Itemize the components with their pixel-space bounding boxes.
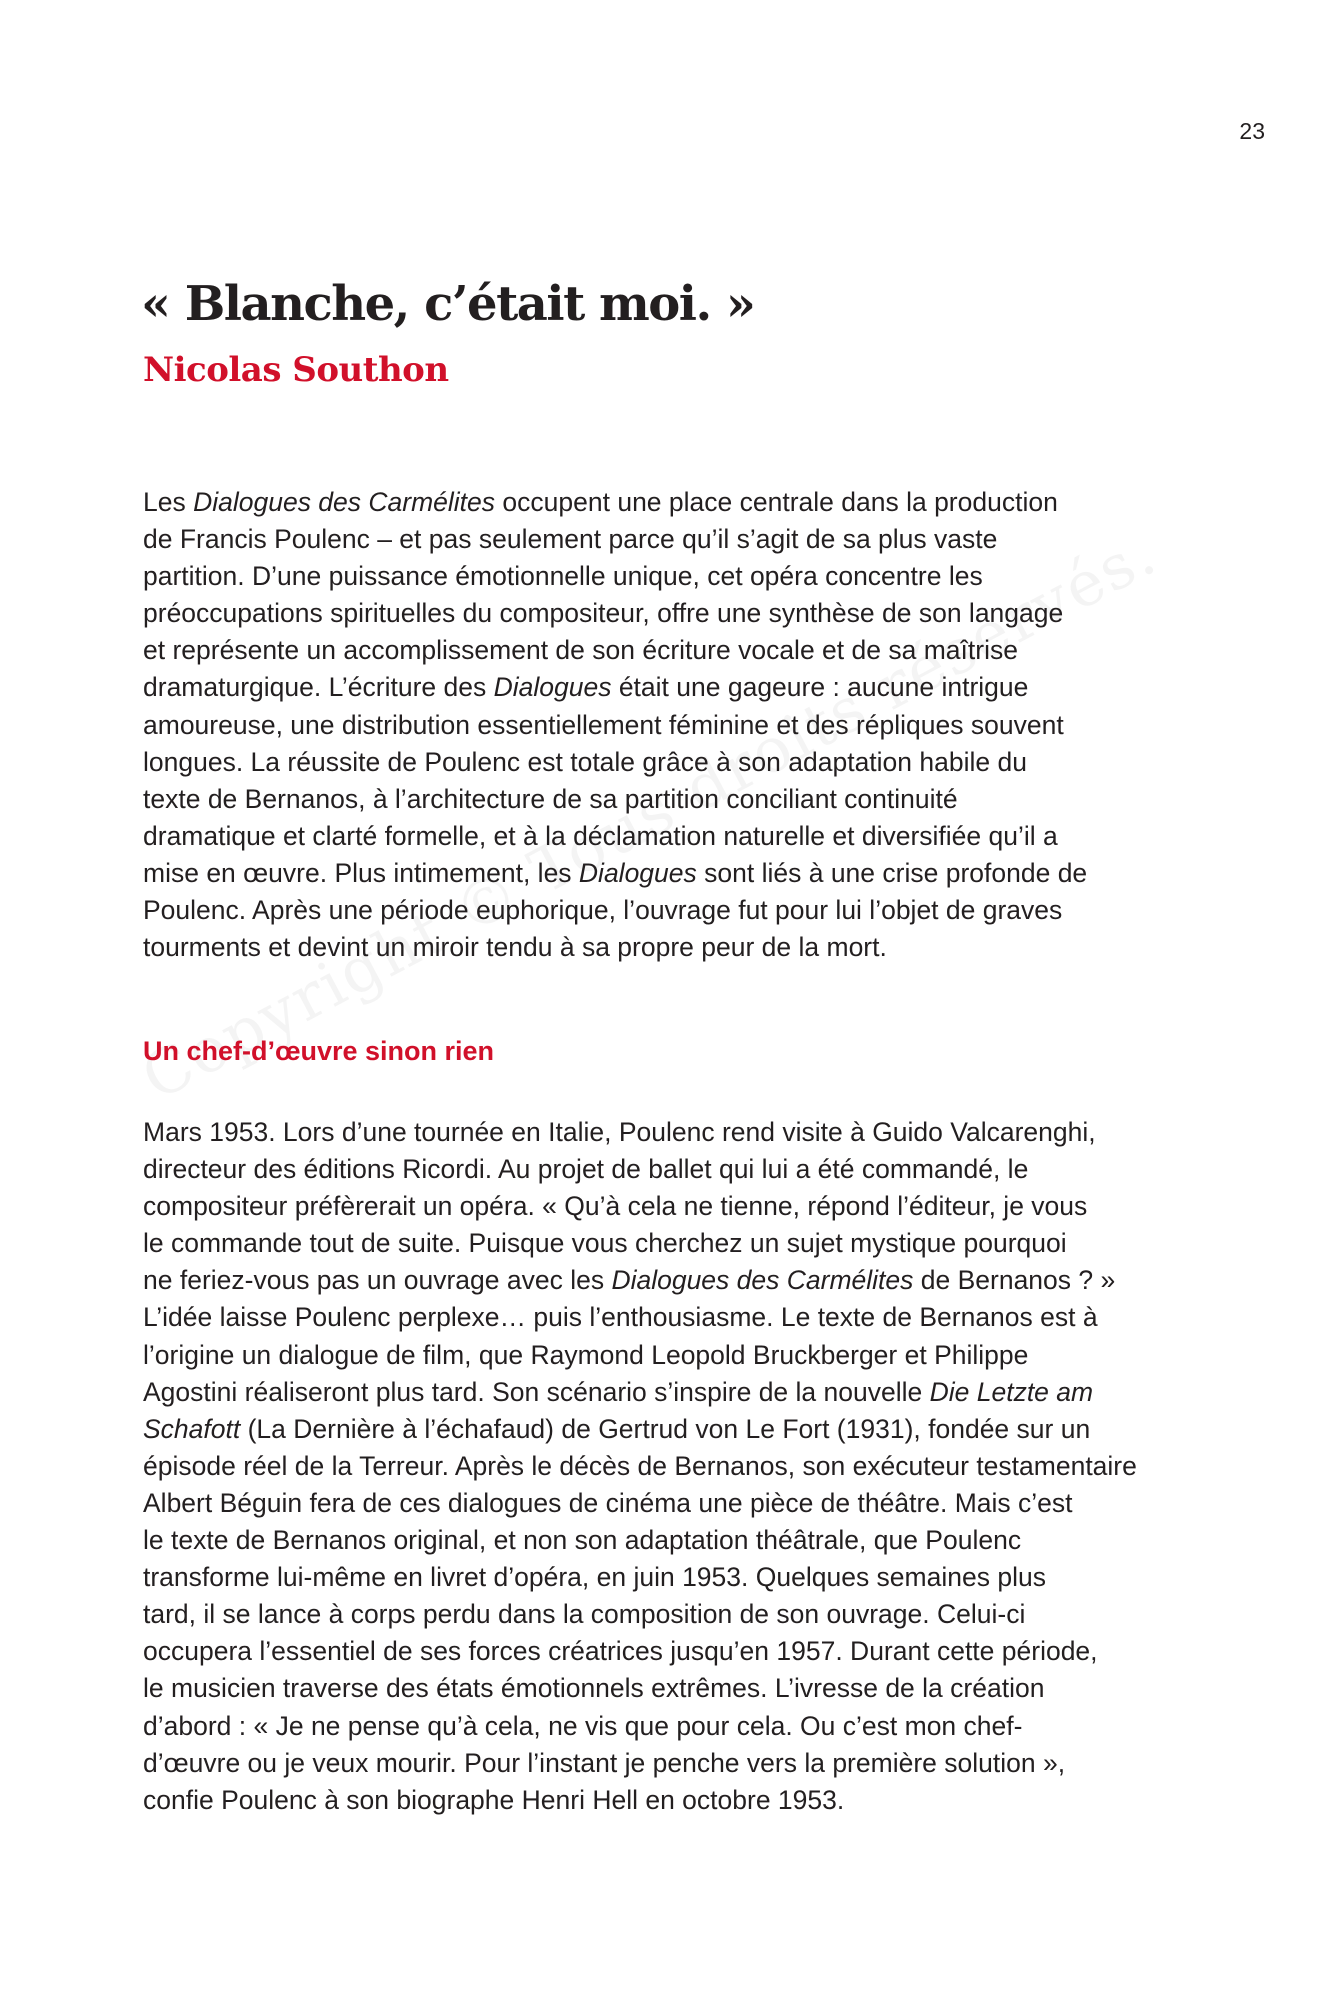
text-line: directeur des éditions Ricordi. Au projet de ballet qui lui a été commandé, le xyxy=(143,1154,1029,1185)
text-line: le commande tout de suite. Puisque vous cherchez un sujet mystique pourquoi xyxy=(143,1228,1067,1259)
italic-title: Schafott xyxy=(143,1413,241,1444)
text-line: d’œuvre ou je veux mourir. Pour l’instant je penche vers la première solution », xyxy=(143,1747,1066,1778)
text-line: et représente un accomplissement de son écriture vocale et de sa maîtrise xyxy=(143,635,1018,666)
text-line: Poulenc. Après une période euphorique, l’ouvrage fut pour lui l’objet de graves xyxy=(143,895,1063,926)
italic-title: Die Letzte am xyxy=(929,1376,1094,1407)
text-line: épisode réel de la Terreur. Après le décès de Bernanos, son exécuteur testamentaire xyxy=(143,1450,1137,1481)
text-line: Schafott (La Dernière à l’échafaud) de Gertrud von Le Fort (1931), fondée sur un xyxy=(143,1413,1091,1444)
italic-title: Dialogues des Carmélites xyxy=(611,1265,914,1296)
author-name: Nicolas Southon xyxy=(143,350,449,390)
text-line: occupera l’essentiel de ses forces créatrices jusqu’en 1957. Durant cette période, xyxy=(143,1636,1098,1667)
text-line: L’idée laisse Poulenc perplexe… puis l’enthousiasme. Le texte de Bernanos est à xyxy=(143,1302,1098,1333)
page-number: 23 xyxy=(1239,118,1265,144)
text-line: ne feriez-vous pas un ouvrage avec les Dialogues des Carmélites de Bernanos ? » xyxy=(143,1265,1116,1296)
italic-title: Dialogues des Carmélites xyxy=(193,487,496,517)
text-line: préoccupations spirituelles du compositeur, offre une synthèse de son langage xyxy=(143,598,1064,629)
text-line: amoureuse, une distribution essentiellement féminine et des répliques souvent xyxy=(143,709,1064,740)
text-line: texte de Bernanos, à l’architecture de sa partition conciliant continuité xyxy=(143,783,958,814)
text-line: d’abord : « Je ne pense qu’à cela, ne vis que pour cela. Ou c’est mon chef- xyxy=(143,1710,1023,1741)
article-title: « Blanche, c’était moi. » xyxy=(141,276,755,332)
text-line: dramaturgique. L’écriture des Dialogues était une gageure : aucune intrigue xyxy=(143,672,1029,703)
text-line: mise en œuvre. Plus intimement, les Dialogues sont liés à une crise profonde de xyxy=(143,857,1088,888)
text-line: le texte de Bernanos original, et non son adaptation théâtrale, que Poulenc xyxy=(143,1525,1022,1556)
section-heading: Un chef-d’œuvre sinon rien xyxy=(143,1036,495,1066)
text-line: Agostini réaliseront plus tard. Son scénario s’inspire de la nouvelle Die Letzte am xyxy=(143,1376,1094,1407)
italic-title: Dialogues xyxy=(578,857,697,888)
text-line: confie Poulenc à son biographe Henri Hell en octobre 1953. xyxy=(143,1784,845,1815)
body-paragraph xyxy=(143,1114,1213,1819)
text-line: de Francis Poulenc – et pas seulement parce qu’il s’agit de sa plus vaste xyxy=(143,524,998,555)
text-line: tard, il se lance à corps perdu dans la composition de son ouvrage. Celui-ci xyxy=(143,1599,1026,1630)
text-line: compositeur préfèrerait un opéra. « Qu’à cela ne tienne, répond l’éditeur, je vous xyxy=(143,1191,1088,1222)
intro-paragraph xyxy=(143,484,1213,966)
text-line: dramatique et clarté formelle, et à la déclamation naturelle et diversifiée qu’il a xyxy=(143,820,1058,851)
text-line: Albert Béguin fera de ces dialogues de cinéma une pièce de théâtre. Mais c’est xyxy=(143,1487,1073,1518)
text-line: Mars 1953. Lors d’une tournée en Italie, Poulenc rend visite à Guido Valcarenghi, xyxy=(143,1117,1096,1147)
text-line: longues. La réussite de Poulenc est totale grâce à son adaptation habile du xyxy=(143,746,1027,777)
text-line: l’origine un dialogue de film, que Raymond Leopold Bruckberger et Philippe xyxy=(143,1339,1029,1370)
text-line: tourments et devint un miroir tendu à sa propre peur de la mort. xyxy=(143,932,887,963)
text-line: partition. D’une puissance émotionnelle unique, cet opéra concentre les xyxy=(143,561,983,592)
text-line: transforme lui-même en livret d’opéra, en juin 1953. Quelques semaines plus xyxy=(143,1562,1046,1593)
text-line: le musicien traverse des états émotionnels extrêmes. L’ivresse de la création xyxy=(143,1673,1045,1704)
italic-title: Dialogues xyxy=(493,672,612,703)
text-line: Les Dialogues des Carmélites occupent une place centrale dans la production xyxy=(143,487,1058,517)
